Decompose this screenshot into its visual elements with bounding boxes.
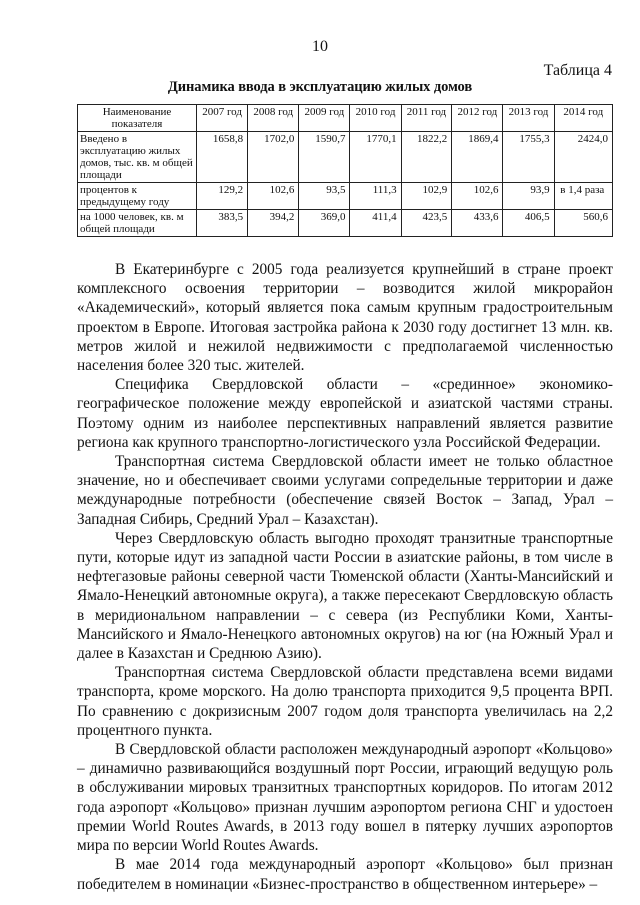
paragraph: В мае 2014 года международный аэропорт «Кольцово» был признан победителем в номинации «Бизнес-пространство в общественном интерьере» –	[77, 856, 613, 893]
housing-table	[77, 104, 613, 237]
table-cell: 93,5	[299, 183, 350, 210]
table-cell: 383,5	[197, 210, 248, 237]
table-cell: 129,2	[197, 183, 248, 210]
table-cell: в 1,4 раза	[554, 183, 612, 210]
table-cell: 2424,0	[554, 132, 612, 183]
table-cell: 394,2	[248, 210, 299, 237]
table-cell: 1770,1	[350, 132, 401, 183]
table-cell: 1822,2	[401, 132, 452, 183]
paragraph: Транспортная система Свердловской области имеет не только областное значение, но и обеспечивает своими услугами сопредельные территории и даже международные потребности (обеспечение связей Восток – Запад, Урал – Западная Сибирь, Средний Урал – Казахстан).	[77, 453, 613, 528]
table-header-cell: 2007 год	[197, 105, 248, 132]
table-row	[78, 183, 613, 210]
paragraph: В Екатеринбурге с 2005 года реализуется крупнейший в стране проект комплексного освоения территории – возводится жилой микрорайон «Академический», который является пока самым крупным градостроительным проектом в Европе. Итоговая застройка района к 2030 году достигнет 13 млн. кв. метров жилой и нежилой недвижимости с предполагаемой численностью населения более 320 тыс. жителей.	[77, 261, 613, 375]
table-cell: 102,6	[452, 183, 503, 210]
table-cell: 1755,3	[503, 132, 554, 183]
page-number: 10	[312, 38, 328, 55]
table-cell: 102,6	[248, 183, 299, 210]
table-title: Динамика ввода в эксплуатацию жилых домов	[167, 79, 473, 95]
table-header-cell: 2010 год	[350, 105, 401, 132]
body-text	[77, 260, 613, 894]
table-cell: 111,3	[350, 183, 401, 210]
table-header-cell: 2009 год	[299, 105, 350, 132]
table-row-label: Введено в эксплуатацию жилых домов, тыс. кв. м общей площади	[78, 132, 197, 183]
table-header-cell: 2013 год	[503, 105, 554, 132]
table-header-cell: 2012 год	[452, 105, 503, 132]
paragraph: Специфика Свердловской области – «срединное» экономико-географическое положение между европейской и азиатской частями страны. Поэтому одним из наиболее перспективных направлений является развитие региона как крупного транспортно-логистического узла Российской Федерации.	[77, 376, 613, 451]
table-header-cell: 2014 год	[554, 105, 612, 132]
table-row	[78, 132, 613, 183]
table-cell: 433,6	[452, 210, 503, 237]
table-header-cell: 2008 год	[248, 105, 299, 132]
table-cell: 406,5	[503, 210, 554, 237]
table-header-row	[78, 105, 613, 132]
table-row	[78, 210, 613, 237]
table-cell: 102,9	[401, 183, 452, 210]
paragraph: Через Свердловскую область выгодно проходят транзитные транспортные пути, которые идут из западной части России в азиатские районы, в том числе в нефтегазовые районы северной части Тюменской области (Ханты-Мансийский и Ямало-Ненецкий автономные округа), а также пересекают Свердловскую область в меридиональном направлении – с севера (из Республики Коми, Ханты-Мансийского и Ямало-Ненецкого автономных округов) на юг (на Южный Урал и далее в Казахстан и Среднюю Азию).	[77, 529, 613, 663]
table-cell: 560,6	[554, 210, 612, 237]
table-cell: 93,9	[503, 183, 554, 210]
table-cell: 1590,7	[299, 132, 350, 183]
paragraph: В Свердловской области расположен международный аэропорт «Кольцово» – динамично развивающийся воздушный порт России, играющий ведущую роль в обслуживании мировых транзитных транспортных коридоров. По итогам 2012 года аэропорт «Кольцово» признан лучшим аэропортом региона СНГ и удостоен премии World Routes Awards, в 2013 году вошел в пятерку лучших аэропортов мира по версии World Routes Awards.	[77, 741, 613, 855]
paragraph: Транспортная система Свердловской области представлена всеми видами транспорта, кроме морского. На долю транспорта приходится 9,5 процента ВРП. По сравнению с докризисным 2007 годом доля транспорта увеличилась на 2,2 процентного пункта.	[77, 664, 613, 739]
table-row-label: процентов к предыдущему году	[78, 183, 197, 210]
table-label: Таблица 4	[543, 62, 612, 79]
table-cell: 1869,4	[452, 132, 503, 183]
table-cell: 369,0	[299, 210, 350, 237]
table-header-cell: 2011 год	[401, 105, 452, 132]
table-header-cell: Наименование показателя	[78, 105, 197, 132]
table-cell: 411,4	[350, 210, 401, 237]
table-cell: 423,5	[401, 210, 452, 237]
table-cell: 1658,8	[197, 132, 248, 183]
table-row-label: на 1000 человек, кв. м общей площади	[78, 210, 197, 237]
table-cell: 1702,0	[248, 132, 299, 183]
